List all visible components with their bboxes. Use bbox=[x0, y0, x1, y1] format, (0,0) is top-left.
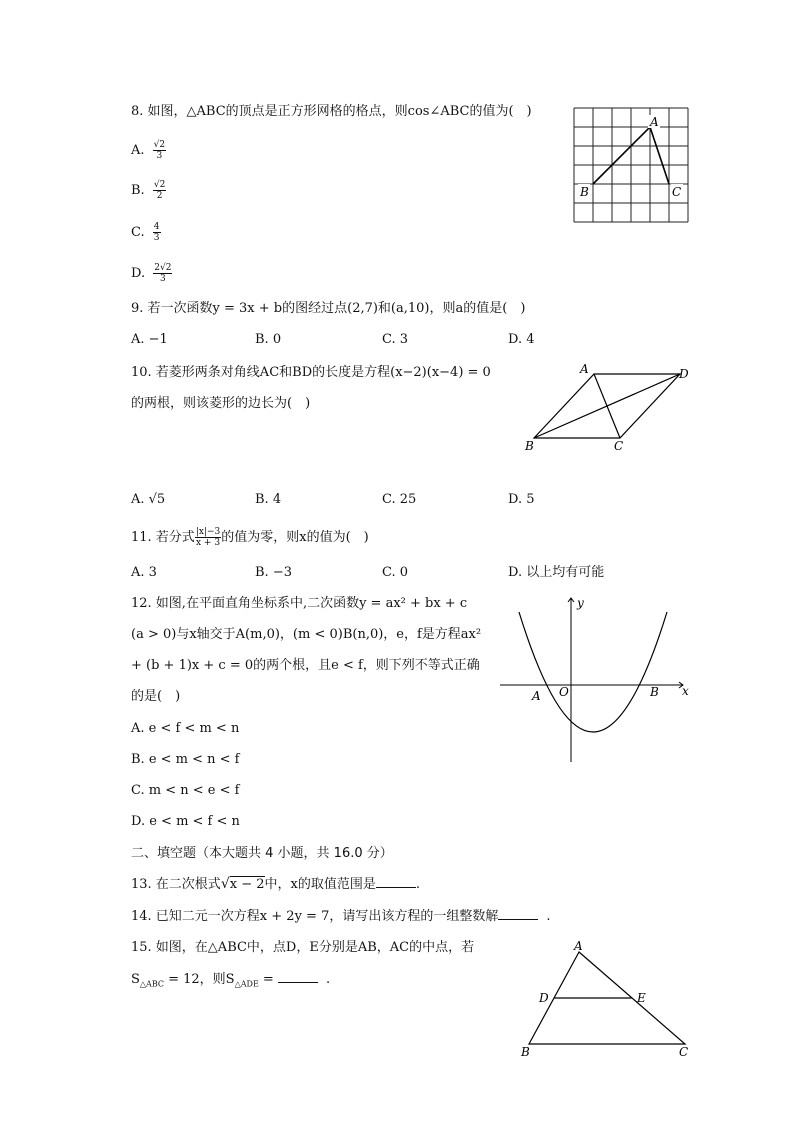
label-x: x bbox=[682, 684, 689, 698]
q10-option-a: A. √5 bbox=[131, 492, 166, 507]
q8-option-c: C. $\frac{4}{3}$ bbox=[131, 222, 160, 243]
q10-option-d: D. 5 bbox=[508, 492, 535, 507]
q9-option-b: B. 0 bbox=[255, 332, 282, 347]
section-2-title: 二、填空题（本大题共 4 小题，共 16.0 分） bbox=[131, 846, 393, 861]
q8-option-a: A. $\frac{√2}{3}$ bbox=[131, 140, 166, 161]
q9-option-a: A. −1 bbox=[131, 332, 168, 347]
diagonal-bd bbox=[534, 374, 680, 438]
label-b: B bbox=[525, 439, 534, 453]
q14-answer-blank[interactable] bbox=[498, 907, 538, 920]
q12-line1: 12. 如图,在平面直角坐标系中,二次函数y = ax² + bx + c bbox=[131, 596, 468, 611]
q12-line4: 的是( ) bbox=[131, 689, 181, 704]
q15-line2: $S_{\triangle ABC} = 12$，则$S_{\triangle ADE}$ = . bbox=[131, 972, 331, 989]
label-c: C bbox=[679, 1045, 689, 1059]
label-b: B bbox=[580, 185, 589, 199]
q15-answer-blank[interactable] bbox=[278, 970, 318, 983]
label-b: B bbox=[521, 1045, 530, 1059]
q13-answer-blank[interactable] bbox=[376, 875, 416, 888]
label-d: D bbox=[679, 367, 689, 381]
q10-line1: 10. 若菱形两条对角线AC和BD的长度是方程(x−2)(x−4) = 0 bbox=[131, 365, 491, 380]
q12-option-a: A. e < f < m < n bbox=[131, 721, 240, 736]
q8-grid-figure bbox=[572, 106, 692, 228]
q11-option-c: C. 0 bbox=[382, 565, 409, 580]
q12-line3: + (b + 1)x + c = 0的两个根，且e < f，则下列不等式正确 bbox=[131, 658, 480, 673]
q11-text: 11. 若分式 $\frac{|x|-3}{x + 3}$ 的值为零，则x的值为( ) bbox=[131, 527, 369, 548]
label-c: C bbox=[672, 185, 682, 199]
label-c: C bbox=[614, 439, 624, 453]
label-a: A bbox=[650, 115, 659, 129]
q11-option-a: A. 3 bbox=[131, 565, 157, 580]
q11-option-b: B. −3 bbox=[255, 565, 292, 580]
parabola-curve bbox=[519, 612, 667, 732]
q14-text: 14. 已知二元一次方程x + 2y = 7，请写出该方程的一组整数解 . bbox=[131, 909, 551, 924]
label-a: A bbox=[532, 689, 541, 703]
q15-line1: 15. 如图，在△ABC中，点D，E分别是AB，AC的中点，若 bbox=[131, 940, 475, 955]
q9-option-d: D. 4 bbox=[508, 332, 535, 347]
q15-triangle-figure bbox=[515, 938, 700, 1060]
q12-option-d: D. e < m < f < n bbox=[131, 814, 240, 829]
q9-option-c: C. 3 bbox=[382, 332, 409, 347]
q10-option-c: C. 25 bbox=[382, 492, 417, 507]
label-o: O bbox=[559, 685, 569, 699]
q11-option-d: D. 以上均有可能 bbox=[508, 565, 605, 580]
q12-line2: (a > 0)与x轴交于A(m,0)，(m < 0)B(n,0)，e，f是方程ax² bbox=[131, 627, 482, 642]
grid-lines bbox=[574, 108, 688, 222]
q8-option-b: B. $\frac{√2}{2}$ bbox=[131, 180, 166, 201]
q13-text: 13. 在二次根式√x − 2中，x的取值范围是 . bbox=[131, 876, 420, 892]
q12-option-c: C. m < n < e < f bbox=[131, 783, 240, 798]
q10-line2: 的两根，则该菱形的边长为( ) bbox=[131, 396, 311, 411]
label-a: A bbox=[574, 939, 583, 953]
q10-option-b: B. 4 bbox=[255, 492, 282, 507]
q9-text: 9. 若一次函数y = 3x + b的图经过点(2,7)和(a,10)，则a的值是( ) bbox=[131, 301, 526, 316]
q8-text: 8. 如图，△ABC的顶点是正方形网格的格点，则cos∠ABC的值为( ) bbox=[131, 104, 532, 119]
label-a: A bbox=[580, 362, 589, 376]
label-d: D bbox=[539, 991, 549, 1005]
q12-option-b: B. e < m < n < f bbox=[131, 752, 240, 767]
label-y: y bbox=[577, 596, 584, 610]
q8-option-d: D. $\frac{2√2}{3}$ bbox=[131, 263, 172, 284]
q10-rhombus-figure bbox=[520, 360, 700, 456]
label-b: B bbox=[650, 685, 659, 699]
label-e: E bbox=[637, 991, 646, 1005]
q12-parabola-figure bbox=[495, 592, 695, 764]
